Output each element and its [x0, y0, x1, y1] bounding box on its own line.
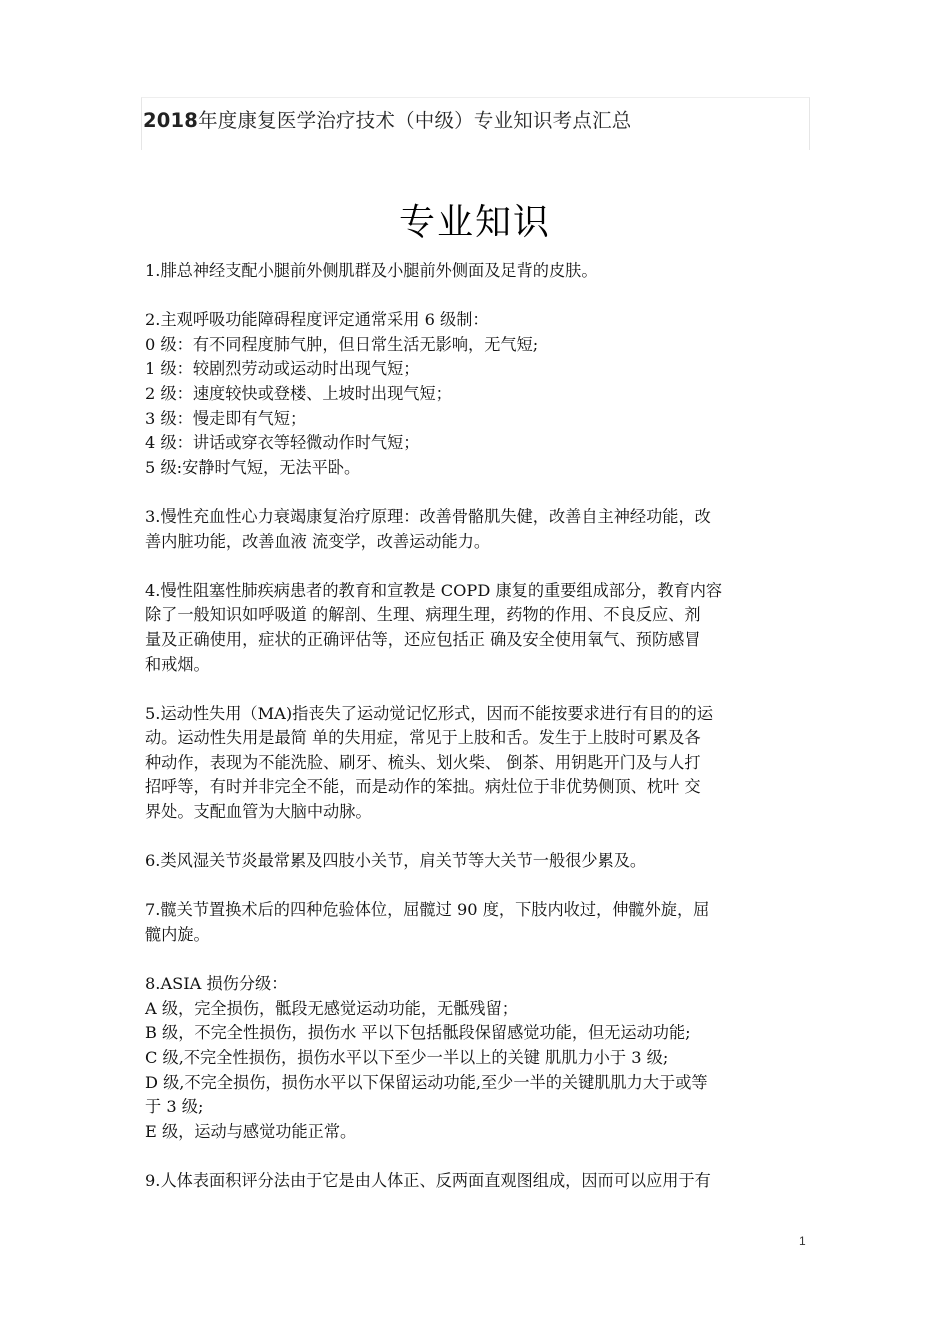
page-number: 1 — [799, 1234, 806, 1248]
knowledge-point — [145, 308, 809, 480]
knowledge-point — [145, 702, 809, 825]
knowledge-point — [145, 505, 809, 554]
knowledge-point — [145, 972, 809, 1144]
text-line: 4.慢性阻塞性肺疾病患者的教育和宣教是 COPD 康复的重要组成部分，教育内容 — [145, 580, 723, 600]
document-header — [143, 105, 631, 133]
text-line: 7.髋关节置换术后的四种危验体位，屈髋过 90 度，下肢内收过，伸髋外旋，屈 — [145, 900, 710, 920]
header-year: 2018 — [143, 109, 199, 132]
text-line: 2 级：速度较快或登楼、上坡时出现气短； — [145, 383, 452, 403]
text-line: 8.ASIA 损伤分级： — [145, 974, 288, 994]
text-line: E 级，运动与感觉功能正常。 — [145, 1121, 357, 1141]
text-line: C 级,不完全性损伤，损伤水平以下至少一半以上的关键 肌肌力小于 3 级; — [145, 1048, 669, 1067]
text-line: B 级，不完全性损伤，损伤水 平以下包括骶段保留感觉功能，但无运动功能; — [145, 1023, 691, 1043]
text-line: 2.主观呼吸功能障碍程度评定通常采用 6 级制： — [145, 310, 489, 330]
text-line: 4 级：讲话或穿衣等轻微动作时气短； — [145, 433, 420, 453]
text-line: 6.类风湿关节炎最常累及四肢小关节，肩关节等大关节一般很少累及。 — [145, 851, 647, 871]
text-line: 0 级：有不同程度肺气肿，但日常生活无影响，无气短; — [145, 334, 539, 354]
knowledge-point — [145, 259, 809, 284]
text-line: 种动作，表现为不能洗脸、刷牙、梳头、划火柴、 倒茶、用钥匙开门及与人打 — [145, 752, 701, 772]
text-line: 界处。支配血管为大脑中动脉。 — [145, 802, 372, 822]
knowledge-point — [145, 898, 809, 947]
text-line: 除了一般知识如呼吸道 的解剖、生理、病理生理，药物的作用、不良反应、剂 — [145, 605, 701, 625]
text-line: 3.慢性充血性心力衰竭康复治疗原理：改善骨骼肌失健，改善自主神经功能，改 — [145, 506, 711, 526]
text-line: D 级,不完全损伤，损伤水平以下保留运动功能,至少一半的关键肌肌力大于或等 — [145, 1072, 708, 1092]
text-line: 5 级:安静时气短，无法平卧。 — [145, 457, 361, 477]
text-line: 3 级：慢走即有气短； — [145, 408, 307, 428]
knowledge-point — [145, 579, 809, 677]
text-line: 1.腓总神经支配小腿前外侧肌群及小腿前外侧面及足背的皮肤。 — [145, 261, 598, 280]
header-title-text: 年度康复医学治疗技术（中级）专业知识考点汇总 — [198, 109, 632, 132]
knowledge-point — [145, 1169, 809, 1194]
text-line: 5.运动性失用（MA)指丧失了运动觉记忆形式，因而不能按要求进行有目的的运 — [145, 703, 714, 723]
text-line: 1 级：较剧烈劳动或运动时出现气短； — [145, 359, 420, 379]
text-line: 善内脏功能，改善血液 流变学，改善运动能力。 — [145, 531, 491, 551]
text-line: A 级，完全损伤，骶段无感觉运动功能，无骶残留； — [145, 998, 518, 1018]
text-line: 和戒烟。 — [145, 654, 210, 674]
text-line: 髋内旋。 — [145, 925, 210, 945]
knowledge-point — [145, 849, 809, 874]
document-body — [145, 259, 809, 1218]
text-line: 于 3 级; — [145, 1097, 204, 1117]
page-title: 专业知识 — [398, 202, 551, 243]
text-line: 9.人体表面积评分法由于它是由人体正、反两面直观图组成，因而可以应用于有 — [145, 1170, 711, 1190]
text-line: 招呼等，有时并非完全不能，而是动作的笨拙。病灶位于非优势侧顶、枕叶 交 — [145, 777, 701, 797]
text-line: 量及正确使用，症状的正确评估等，还应包括正 确及安全使用氧气、预防感冒 — [145, 629, 701, 649]
text-line: 动。运动性失用是最简 单的失用症，常见于上肢和舌。发生于上肢时可累及各 — [145, 728, 701, 748]
